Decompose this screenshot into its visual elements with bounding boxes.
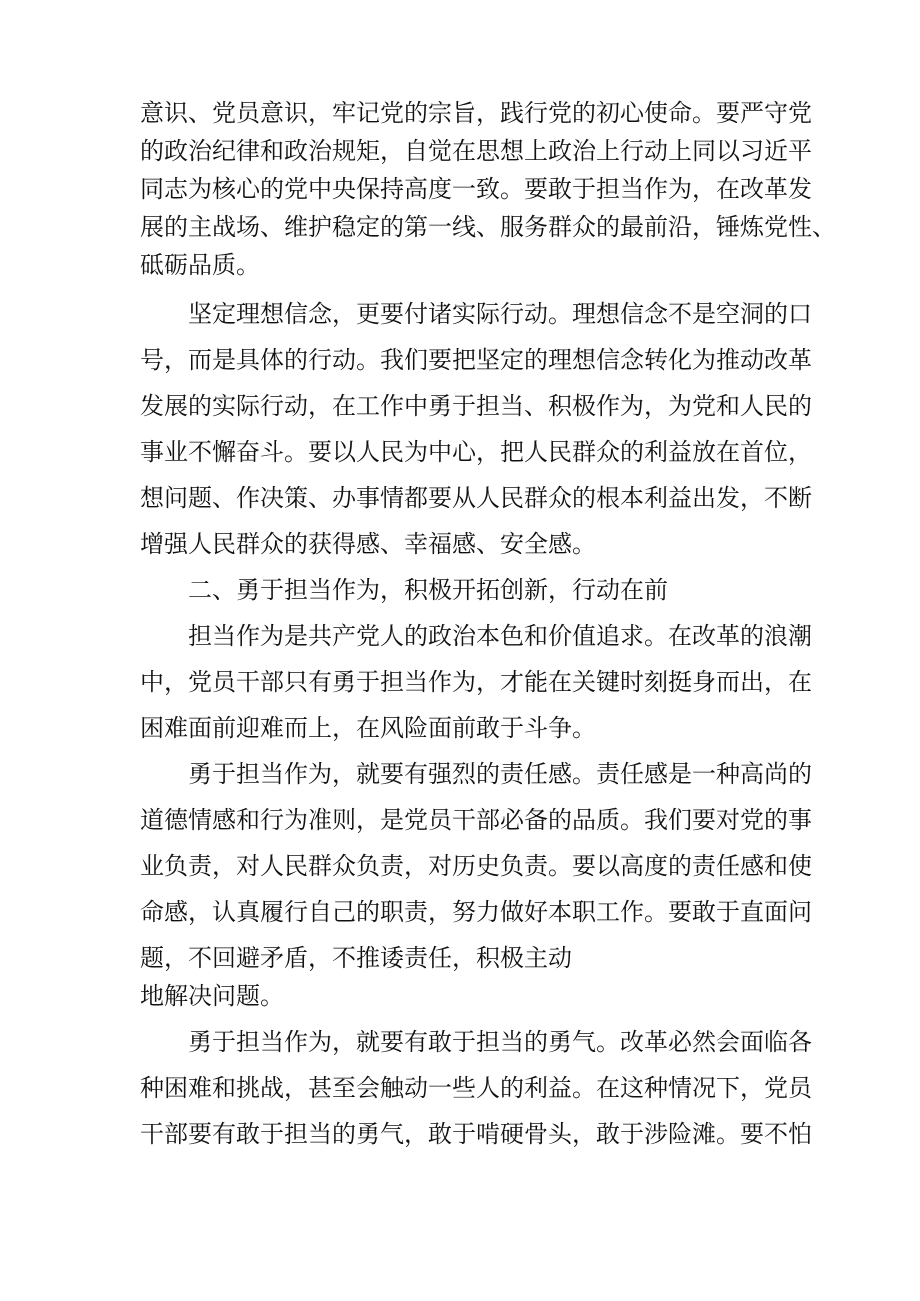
paragraph-first-line: 勇于担当作为，就要有敢于担当的勇气。改革必然会面临各 [188, 1028, 812, 1056]
text-line: 题，不回避矛盾，不推诿责任，积极主动 [140, 944, 572, 972]
text-line: 业负责，对人民群众负责，对历史负责。要以高度的责任感和使 [140, 852, 812, 880]
text-line: 事业不懈奋斗。要以人民为中心，把人民群众的利益放在首位， [140, 438, 812, 466]
text-line: 种困难和挑战，甚至会触动一些人的利益。在这种情况下，党员 [140, 1074, 812, 1102]
text-line: 地解决问题。 [140, 982, 284, 1010]
paragraph-first-line: 坚定理想信念，更要付诸实际行动。理想信念不是空洞的口 [188, 300, 812, 328]
paragraph-first-line: 担当作为是共产党人的政治本色和价值追求。在改革的浪潮 [188, 622, 812, 650]
text-line: 道德情感和行为准则，是党员干部必备的品质。我们要对党的事 [140, 806, 812, 834]
text-line: 展的主战场、维护稳定的第一线、服务群众的最前沿，锤炼党性、 [140, 213, 836, 241]
text-line: 中，党员干部只有勇于担当作为，才能在关键时刻挺身而出，在 [140, 668, 812, 696]
text-line: 想问题、作决策、办事情都要从人民群众的根本利益出发，不断 [140, 484, 812, 512]
text-line: 意识、党员意识，牢记党的宗旨，践行党的初心使命。要严守党 [140, 99, 812, 127]
text-line: 同志为核心的党中央保持高度一致。要敢于担当作为，在改革发 [140, 175, 812, 203]
section-heading: 二、勇于担当作为，积极开拓创新，行动在前 [188, 576, 668, 604]
paragraph-first-line: 勇于担当作为，就要有强烈的责任感。责任感是一种高尚的 [188, 760, 812, 788]
text-line: 的政治纪律和政治规矩，自觉在思想上政治上行动上同以习近平 [140, 137, 812, 165]
text-line: 干部要有敢于担当的勇气，敢于啃硬骨头，敢于涉险滩。要不怕 [140, 1120, 812, 1148]
text-line: 发展的实际行动，在工作中勇于担当、积极作为，为党和人民的 [140, 392, 812, 420]
text-line: 命感，认真履行自己的职责，努力做好本职工作。要敢于直面问 [140, 898, 812, 926]
text-line: 砥砺品质。 [140, 251, 260, 279]
text-line: 增强人民群众的获得感、幸福感、安全感。 [140, 530, 596, 558]
text-line: 号，而是具体的行动。我们要把坚定的理想信念转化为推动改革 [140, 346, 812, 374]
text-line: 困难面前迎难而上，在风险面前敢于斗争。 [140, 714, 596, 742]
